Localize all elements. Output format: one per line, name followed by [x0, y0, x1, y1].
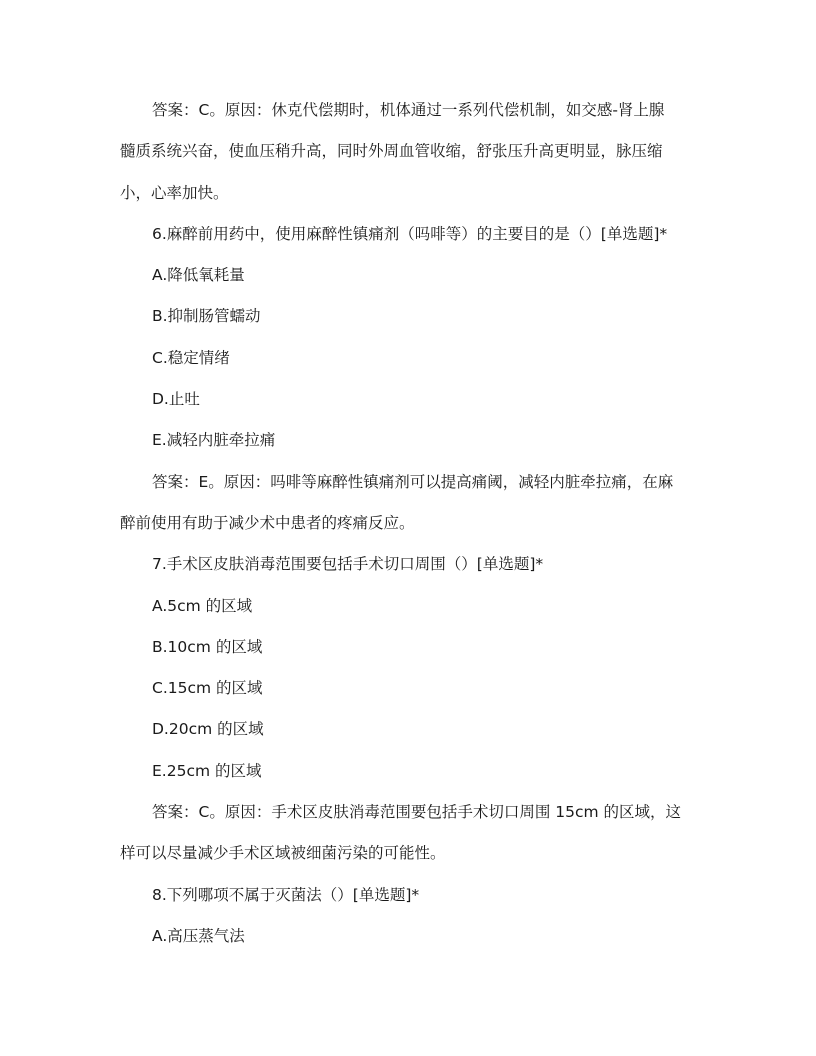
question-6-option-b: B.抑制肠管蠕动 [152, 307, 261, 326]
question-6-option-d: D.止吐 [152, 390, 200, 409]
question-6: 6.麻醉前用药中，使用麻醉性镇痛剂（吗啡等）的主要目的是（）[单选题]* [152, 224, 668, 243]
answer-line: 样可以尽量减少手术区域被细菌污染的可能性。 [120, 844, 446, 863]
question-7-option-c: C.15cm 的区域 [152, 679, 263, 698]
question-7-option-b: B.10cm 的区域 [152, 637, 263, 656]
question-7-option-d: D.20cm 的区域 [152, 720, 264, 739]
answer-paragraph [120, 90, 696, 214]
question-7: 7.手术区皮肤消毒范围要包括手术切口周围（）[单选题]* [152, 555, 544, 574]
answer-line: 答案：C。原因：手术区皮肤消毒范围要包括手术切口周围 15cm 的区域，这 [152, 803, 682, 822]
answer-paragraph [120, 792, 696, 875]
question-6-option-c: C.稳定情绪 [152, 348, 230, 367]
answer-line: 答案：C。原因：休克代偿期时，机体通过一系列代偿机制，如交感-肾上腺 [152, 101, 665, 119]
answer-line: 髓质系统兴奋，使血压稍升高，同时外周血管收缩，舒张压升高更明显，脉压缩 [120, 142, 663, 161]
question-8-option-a: A.高压蒸气法 [152, 926, 245, 945]
question-7-option-e: E.25cm 的区域 [152, 761, 262, 780]
answer-line: 答案：E。原因：吗啡等麻醉性镇痛剂可以提高痛阈，减轻内脏牵拉痛，在麻 [152, 472, 674, 491]
question-6-option-a: A.降低氧耗量 [152, 266, 245, 285]
answer-paragraph [120, 462, 696, 545]
answer-line: 小，心率加快。 [120, 183, 229, 202]
question-8: 8.下列哪项不属于灭菌法（）[单选题]* [152, 885, 420, 904]
document-body [120, 90, 696, 957]
answer-line: 醉前使用有助于减少术中患者的疼痛反应。 [120, 513, 415, 532]
question-6-option-e: E.减轻内脏牵拉痛 [152, 431, 276, 450]
question-7-option-a: A.5cm 的区域 [152, 596, 253, 615]
